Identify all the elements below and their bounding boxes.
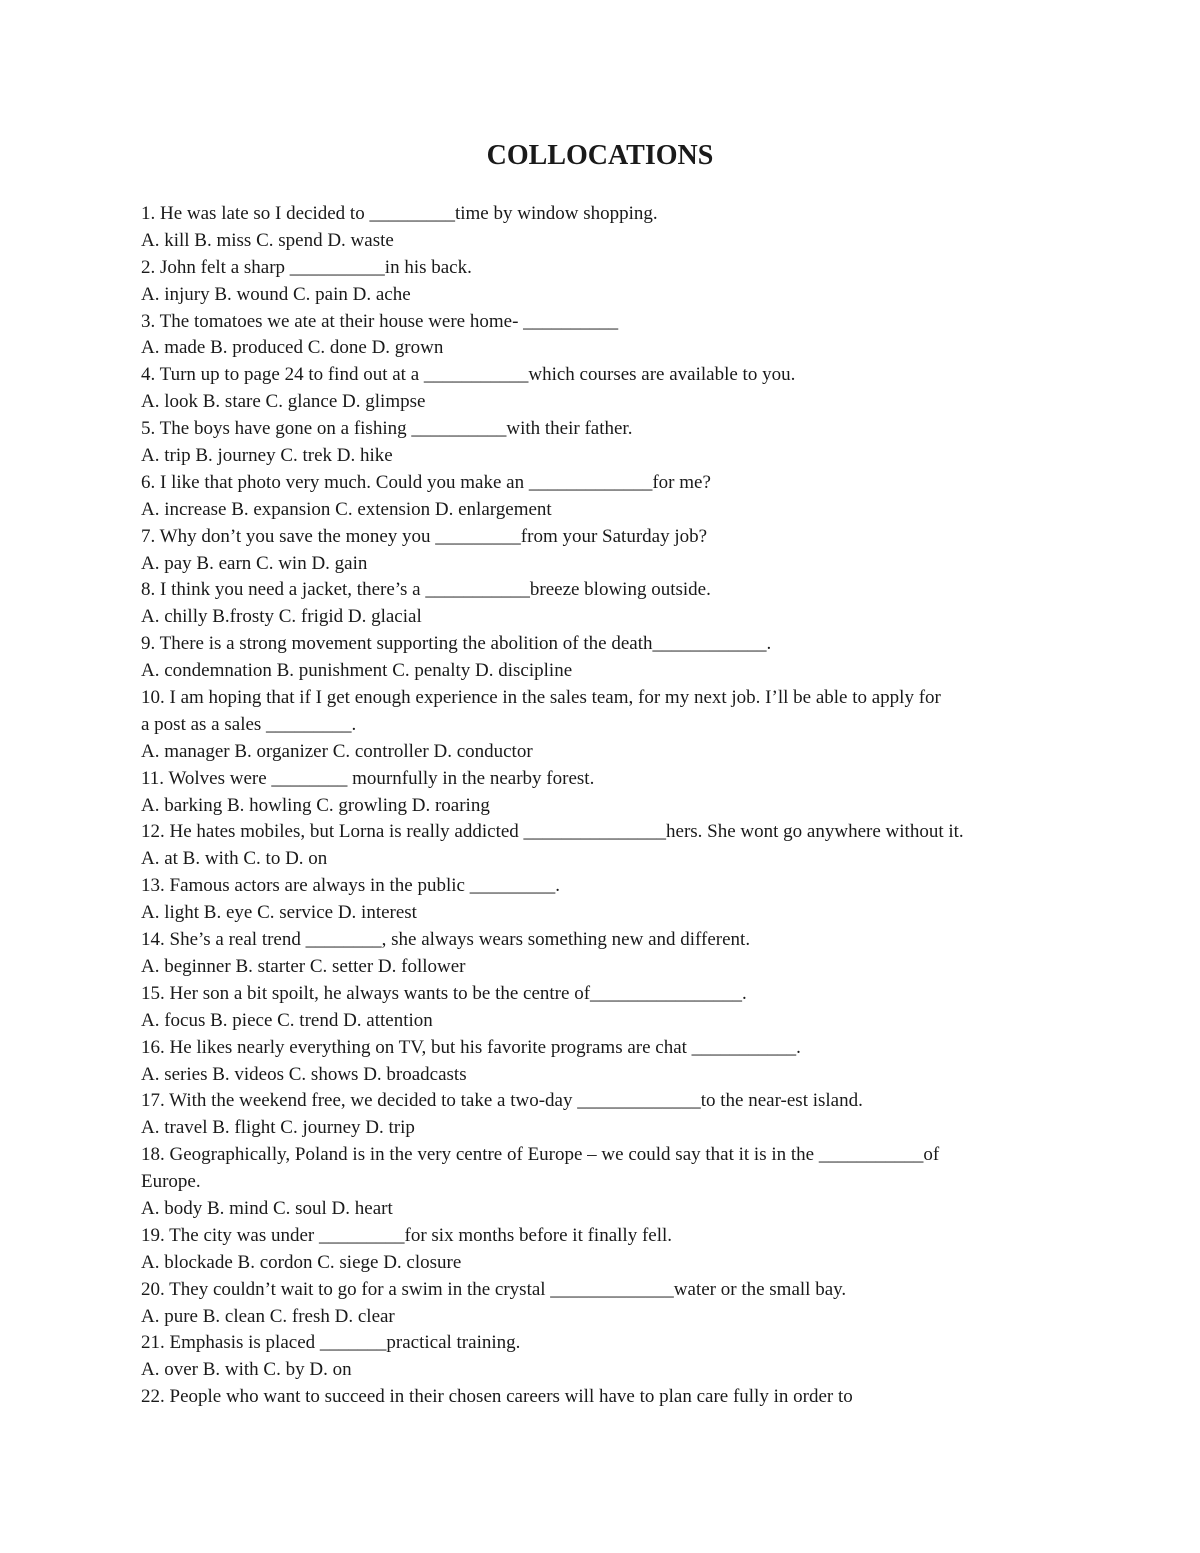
text-line: A. increase B. expansion C. extension D. enlargement bbox=[141, 498, 552, 520]
text-line: 22. People who want to succeed in their chosen careers will have to plan care fully in order to bbox=[141, 1386, 853, 1408]
text-line: 6. I like that photo very much. Could you make an _____________for me? bbox=[141, 471, 711, 493]
text-line: A. barking B. howling C. growling D. roaring bbox=[141, 794, 490, 816]
text-line: 5. The boys have gone on a fishing __________with their father. bbox=[141, 418, 633, 440]
text-line: 4. Turn up to page 24 to find out at a ___________which courses are available to you. bbox=[141, 364, 796, 386]
text-line: A. beginner B. starter C. setter D. follower bbox=[141, 955, 466, 977]
text-line: 19. The city was under _________for six months before it finally fell. bbox=[141, 1224, 673, 1246]
text-line: 20. They couldn’t wait to go for a swim in the crystal _____________water or the small bay. bbox=[141, 1278, 847, 1300]
text-line: A. made B. produced C. done D. grown bbox=[141, 337, 444, 359]
text-line: A. condemnation B. punishment C. penalty D. discipline bbox=[141, 660, 573, 682]
text-line: A. manager B. organizer C. controller D. conductor bbox=[141, 740, 533, 762]
text-line: 3. The tomatoes we ate at their house were home- __________ bbox=[141, 310, 619, 332]
text-line: A. blockade B. cordon C. siege D. closure bbox=[141, 1251, 462, 1273]
text-line: A. at B. with C. to D. on bbox=[141, 848, 328, 870]
text-line: Europe. bbox=[141, 1171, 201, 1193]
text-line: A. focus B. piece C. trend D. attention bbox=[141, 1009, 433, 1031]
text-line: A. chilly B.frosty C. frigid D. glacial bbox=[141, 606, 422, 628]
text-line: A. pay B. earn C. win D. gain bbox=[141, 552, 368, 574]
text-line: 15. Her son a bit spoilt, he always wants to be the centre of________________. bbox=[141, 982, 747, 1004]
text-line: 18. Geographically, Poland is in the very centre of Europe – we could say that it is in the ___________of bbox=[141, 1144, 940, 1166]
text-line: A. travel B. flight C. journey D. trip bbox=[141, 1117, 415, 1139]
text-line: A. look B. stare C. glance D. glimpse bbox=[141, 391, 426, 413]
text-line: 21. Emphasis is placed _______practical training. bbox=[141, 1332, 521, 1354]
text-line: 10. I am hoping that if I get enough experience in the sales team, for my next job. I’ll be able to apply for bbox=[141, 687, 941, 709]
text-line: A. trip B. journey C. trek D. hike bbox=[141, 445, 393, 467]
text-line: 1. He was late so I decided to _________time by window shopping. bbox=[141, 203, 658, 224]
exercise-body bbox=[141, 201, 1061, 1411]
text-line: 2. John felt a sharp __________in his back. bbox=[141, 256, 472, 278]
text-line: A. kill B. miss C. spend D. waste bbox=[141, 229, 394, 251]
text-line: 8. I think you need a jacket, there’s a ___________breeze blowing outside. bbox=[141, 579, 711, 601]
text-line: A. over B. with C. by D. on bbox=[141, 1359, 352, 1381]
text-line: A. pure B. clean C. fresh D. clear bbox=[141, 1305, 395, 1327]
text-line: 7. Why don’t you save the money you _________from your Saturday job? bbox=[141, 525, 708, 547]
text-line: 16. He likes nearly everything on TV, but his favorite programs are chat ___________. bbox=[141, 1036, 801, 1058]
text-line: 12. He hates mobiles, but Lorna is really addicted _______________hers. She wont go anywhere without it. bbox=[141, 821, 964, 843]
text-line: A. injury B. wound C. pain D. ache bbox=[141, 283, 411, 305]
text-line: 9. There is a strong movement supporting the abolition of the death____________. bbox=[141, 633, 772, 655]
page-title: COLLOCATIONS bbox=[486, 140, 714, 171]
text-line: 13. Famous actors are always in the public _________. bbox=[141, 875, 560, 897]
text-line: A. body B. mind C. soul D. heart bbox=[141, 1197, 393, 1219]
text-line: 17. With the weekend free, we decided to take a two-day _____________to the near-est island. bbox=[141, 1090, 863, 1112]
text-line: A. series B. videos C. shows D. broadcasts bbox=[141, 1063, 467, 1085]
text-line: A. light B. eye C. service D. interest bbox=[141, 902, 417, 924]
text-line: 14. She’s a real trend ________, she always wears something new and different. bbox=[141, 929, 751, 951]
text-line: 11. Wolves were ________ mournfully in the nearby forest. bbox=[141, 767, 595, 789]
text-line: a post as a sales _________. bbox=[141, 713, 357, 735]
